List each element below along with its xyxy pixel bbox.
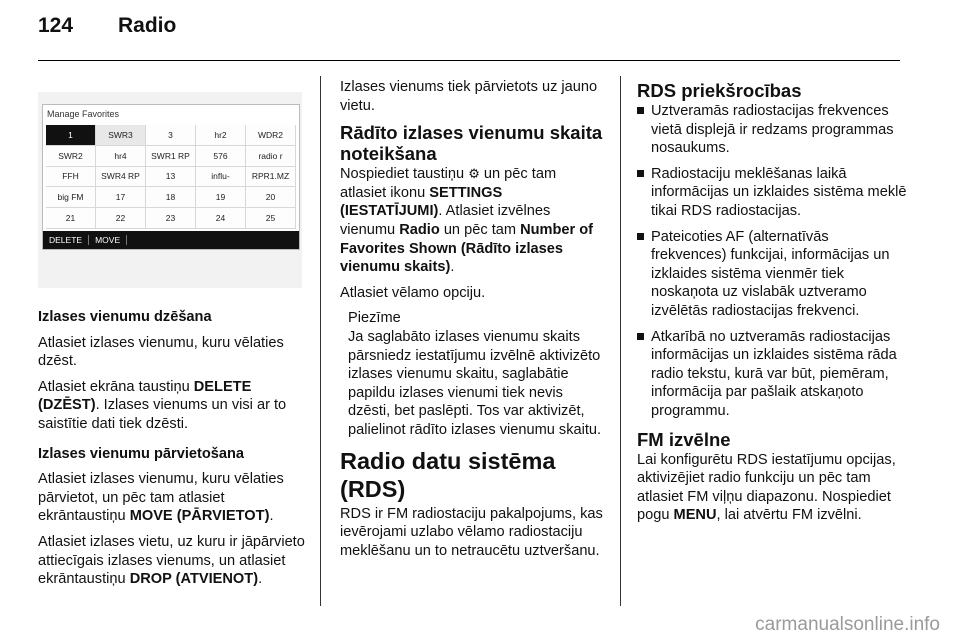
page-header	[38, 14, 176, 38]
list-item: Atkarībā no uztveramās radiostacijas informācijas un izklaides sistēma rāda radio tekstu, kurā var būt, piemēram, informācija par pašlaik atskaņoto programmu.	[637, 328, 907, 421]
favorite-slot[interactable]: 19	[196, 187, 246, 208]
favorite-slot[interactable]: 576	[196, 146, 246, 167]
list-item: Pateicoties AF (alternatīvās frekvences) funkcijai, informācijas un izklaides sistēma vienmēr tiek noskaņota uz vislabāk uztveramo izvēlētās radiostacijas frekvenci.	[637, 228, 907, 321]
paragraph: Atlasiet izlases vietu, uz kuru ir jāpārvieto attiecīgais izlases vienums, un atlasiet ekrāntaustiņu DROP (ATVIENOT).	[38, 533, 305, 588]
favorite-slot[interactable]: big FM	[46, 187, 96, 208]
bullet-square-icon	[637, 107, 644, 114]
favorite-slot[interactable]: SWR2	[46, 146, 96, 167]
favorites-grid	[46, 125, 296, 229]
screen-action-bar	[43, 231, 299, 249]
screen-title: Manage Favorites	[47, 109, 120, 119]
heading-delete: Izlases vienumu dzēšana	[38, 309, 212, 325]
favorite-slot[interactable]: 22	[96, 208, 146, 229]
favorites-screen	[42, 104, 300, 250]
favorites-screenshot	[38, 92, 302, 288]
favorite-slot[interactable]: radio r	[246, 146, 296, 167]
heading-favorites-count: Rādīto izlases vienumu skaita noteikšana	[340, 122, 603, 165]
favorite-slot[interactable]: 23	[146, 208, 196, 229]
favorite-slot[interactable]: SWR1 RP	[146, 146, 196, 167]
paragraph: Atlasiet vēlamo opciju.	[340, 284, 486, 301]
list-item: Uztveramās radiostacijas frekvences vietā displejā ir redzams programmas nosaukums.	[637, 102, 907, 158]
favorite-slot[interactable]: WDR2	[246, 125, 296, 146]
note-box	[340, 309, 606, 439]
paragraph: Lai konfigurētu RDS iestatījumu opcijas, aktivizējiet radio funkciju un pēc tam atlasiet FM viļņu diapazonu. Nospiediet pogu MENU, lai atvērtu FM izvēlni.	[637, 451, 896, 524]
column-divider-2	[620, 76, 621, 606]
favorite-slot[interactable]: FFH	[46, 167, 96, 188]
heading-rds: Radio datu sistēma (RDS)	[340, 447, 556, 502]
paragraph: Atlasiet izlases vienumu, kuru vēlaties pārvietot, un pēc tam atlasiet ekrāntaustiņu MOVE (PĀRVIETOT).	[38, 471, 284, 525]
heading-rds-advantages: RDS priekšrocības	[637, 80, 802, 101]
heading-move: Izlases vienumu pārvietošana	[38, 445, 245, 462]
paragraph: RDS ir FM radiostaciju pakalpojums, kas ievērojami uzlabo vēlamo radiostaciju meklēšanu un to netraucētu uztveršanu.	[340, 505, 603, 559]
favorites-row	[46, 187, 296, 208]
column-2	[340, 78, 606, 567]
favorite-slot[interactable]: 21	[46, 208, 96, 229]
favorites-row	[46, 125, 296, 146]
favorite-slot[interactable]: RPR1.MZ	[246, 167, 296, 188]
column-3	[637, 78, 907, 532]
advantages-list	[637, 102, 907, 421]
favorite-slot[interactable]: SWR4 RP	[96, 167, 146, 188]
favorite-slot[interactable]: influ-	[196, 167, 246, 188]
favorite-slot[interactable]: hr2	[196, 125, 246, 146]
favorite-slot[interactable]: 17	[96, 187, 146, 208]
paragraph: Izlases vienums tiek pārvietots uz jauno vietu.	[340, 79, 598, 114]
delete-button[interactable]: DELETE	[43, 235, 89, 245]
paragraph: Atlasiet izlases vienumu, kuru vēlaties dzēst.	[38, 334, 284, 370]
note-title: Piezīme	[348, 310, 401, 327]
favorites-row	[46, 146, 296, 167]
move-button[interactable]: MOVE	[89, 235, 127, 245]
header-rule	[38, 60, 900, 61]
favorite-slot[interactable]: 13	[146, 167, 196, 188]
favorite-slot[interactable]: 24	[196, 208, 246, 229]
note-text: Ja saglabāto izlases vienumu skaits pārsniedz iestatījumu izvēlnē aktivizēto izlases vienumu skaitu, saglabātie papildu izlases vienumi tiek nevis dzēsti, bet paslēpti. Tos var aktivizēt, palielinot rādīto izlases vienumu skaitu.	[348, 328, 602, 438]
heading-fm-menu: FM izvēlne	[637, 428, 731, 450]
favorite-slot[interactable]: SWR3	[96, 125, 146, 146]
favorite-slot[interactable]: 18	[146, 187, 196, 208]
page-title: Radio	[118, 14, 177, 37]
watermark: carmanualsonline.info	[755, 614, 940, 635]
favorite-slot[interactable]: 3	[146, 125, 196, 146]
column-1	[38, 308, 310, 596]
paragraph: Nospiediet taustiņu ⚙ un pēc tam atlasiet ikonu SETTINGS (IESTATĪJUMI). Atlasiet izvēlnes vienumu Radio un pēc tam Number of Favorites Shown (Rādīto izlases vienumu skaits).	[340, 166, 594, 276]
bullet-square-icon	[637, 233, 644, 240]
favorite-slot[interactable]: 1	[46, 125, 96, 146]
list-item: Radiostaciju meklēšanas laikā informācijas un izklaides sistēma meklē tikai RDS radiostacijas.	[637, 165, 907, 221]
favorite-slot[interactable]: 25	[246, 208, 296, 229]
paragraph: Atlasiet ekrāna taustiņu DELETE (DZĒST). Izlases vienums un visi ar to saistītie dati tiek dzēsti.	[38, 378, 287, 432]
bullet-square-icon	[637, 333, 644, 340]
column-divider-1	[320, 76, 321, 606]
page-number: 124	[38, 14, 74, 37]
settings-gear-icon: ⚙	[468, 166, 480, 182]
favorites-row	[46, 167, 296, 188]
favorites-row	[46, 208, 296, 229]
favorite-slot[interactable]: 20	[246, 187, 296, 208]
favorite-slot[interactable]: hr4	[96, 146, 146, 167]
bullet-square-icon	[637, 170, 644, 177]
